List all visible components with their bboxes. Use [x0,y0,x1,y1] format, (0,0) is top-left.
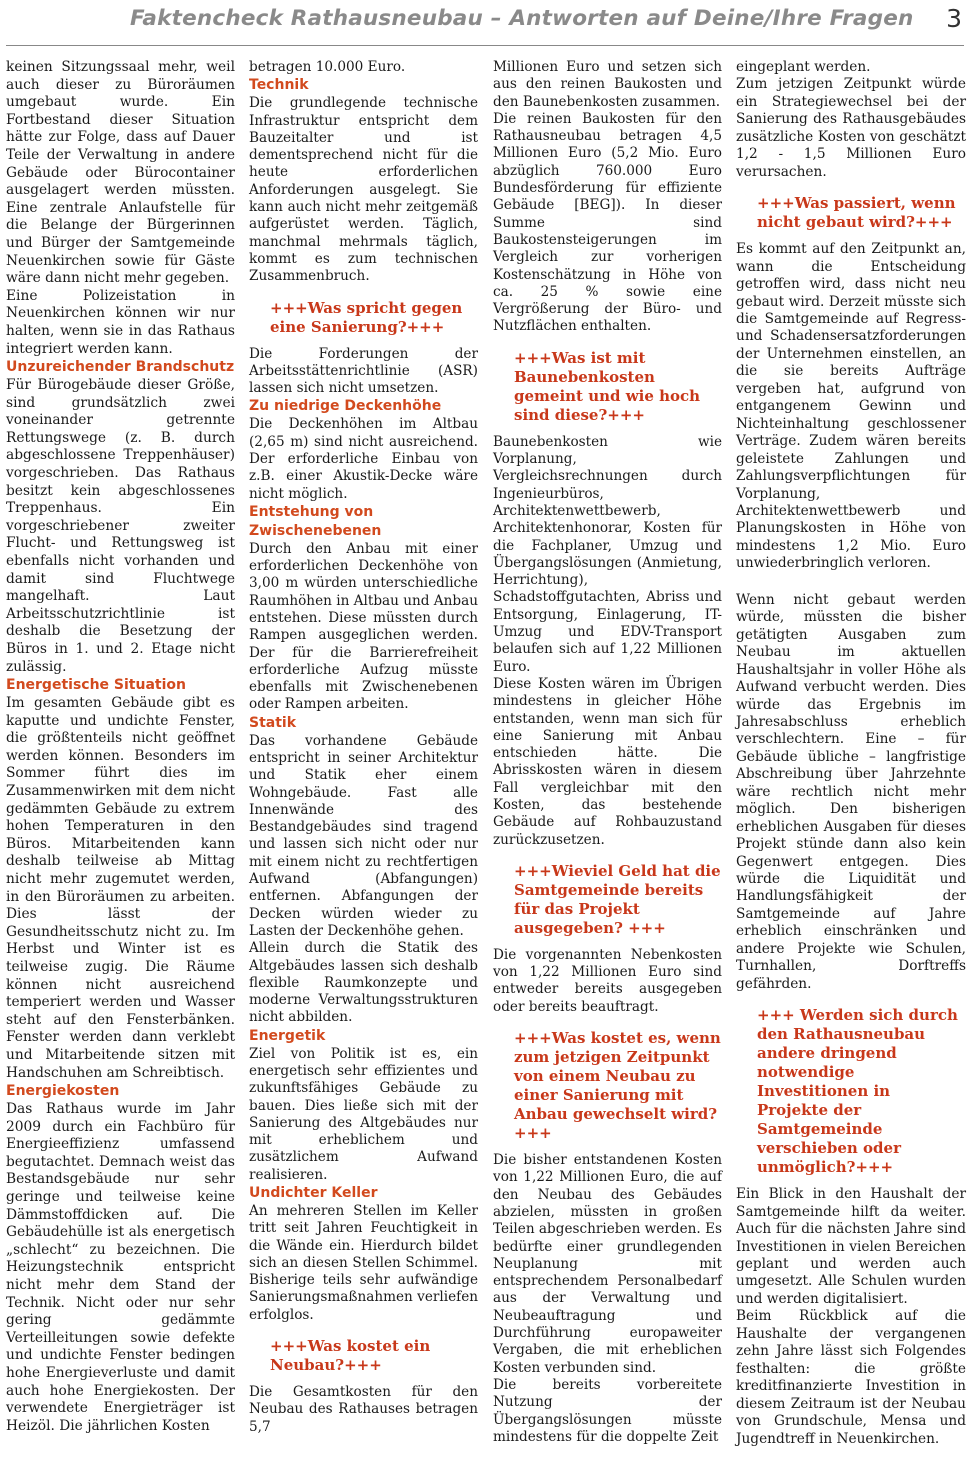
article-column-4 [736,59,966,1448]
paragraph: keinen Sitzungssaal mehr, weil auch dieser zu Büroräumen umgebaut wurde. Ein Fortbestand dieser Situation hätte zur Folge, dass auf Dauer Teile der Verwaltung in andere Gebäude oder Bürocontainer ausgelagert werden müssten. Eine zentrale Anlaufstelle für die Belange der Bürgerinnen und Bürger der Samtgemeinde Neuenkirchen sowie für Gäste wäre dann nicht mehr gegeben. [6,59,235,287]
section-heading: Technik [249,77,309,94]
section-heading: Unzureichender Brandschutz [6,359,235,376]
paragraph: Die Forderungen der Arbeitsstättenrichtlinie (ASR) lassen sich nicht umsetzen. [249,345,478,397]
question-heading: +++Wieviel Geld hat die Samtgemeinde bereits für das Projekt ausgegeben? +++ [514,861,721,937]
paragraph: Die Deckenhöhen im Altbau (2,65 m) sind nicht ausreichend. Der erforderliche Einbau von z.B. einer Akustik-Decke wäre nicht möglich. [249,416,478,502]
paragraph: An mehreren Stellen im Keller tritt seit Jahren Feuchtigkeit in die Wände ein. Hierdurch bildet sich an diesen Stellen Schimmel. Bisherige teils sehr aufwändige Sanierungsmaßnahmen verliefen erfolglos. [249,1203,479,1323]
paragraph: Das Rathaus wurde im Jahr 2009 durch ein Fachbüro für Energieeffizienz umfassend begutachtet. Demnach weist das Bestandsgebäude nur sehr geringe und teilweise keine Dämmstoffdicken auf. Die Gebäudehülle ist als energetisch „schlecht“ zu bezeichnen. Die Heizungstechnik entspricht nicht mehr dem Stand der Technik. Nicht oder nur sehr gering gedämmte Verteilleitungen sowie defekte und undichte Fenster bedingen hohe Energieverluste und damit auch hohe Energiekosten. Der verwendete Energieträger ist Heizöl. Die jährlichen Kosten [6,1101,235,1434]
paragraph: Allein durch die Statik des Altgebäudes lassen sich deshalb flexible Raumkonzepte und moderne Verwaltungsstrukturen nicht abbilden. [249,940,478,1026]
paragraph: Millionen Euro und setzen sich aus den reinen Baukosten und den Baunebenkosten zusammen. [493,59,722,110]
paragraph: Beim Rückblick auf die Haushalte der vergangenen zehn Jahre lässt sich Folgendes festhalten: die größte kreditfinanzierte Investition in diesem Zeitraum ist der Neubau von Grundschule, Mensa und Jugendtreff in Neuenkirchen. [736,1308,966,1447]
paragraph-gap [736,573,966,592]
paragraph: Es kommt auf den Zeitpunkt an, wann die Entscheidung getroffen wird, dass nicht neu gebaut wird. Derzeit müsste sich die Samtgemeinde auf Regress- und Schadensersatzforderungen der Unternehmen einstellen, an die sie bereits Aufträge vergeben hat, aufgrund von entgangenem Gewinn und Nichteinhaltung geschlossener Verträge. Zudem wären bereits geleistete Zahlungen und Zahlungsverpflichtungen für Vorplanung, Architektenwettbewerb und Planungskosten in Höhe von mindestens 1,2 Mio. Euro unwiederbringlich verloren. [736,241,966,572]
paragraph: Diese Kosten wären im Übrigen mindestens in gleicher Höhe entstanden, wenn man sich für eine Sanierung mit Anbau entschieden hätte. Die Abrisskosten wären in diesem Fall vergleichbar mit den Kosten, das bestehende Gebäude auf Rohbauzustand zurückzusetzen. [493,675,722,848]
paragraph: Zum jetzigen Zeitpunkt würde ein Strategiewechsel bei der Sanierung des Rathausgebäudes zusätzliche Kosten von geschätzt 1,2 - 1,5 Millionen Euro verursachen. [736,76,966,180]
paragraph: Für Bürogebäude dieser Größe, sind grundsätzlich zwei voneinander getrennte Rettungswege (z. B. durch abgeschlossene Treppenhäuser) vorgeschrieben. Das Rathaus besitzt kein abgeschlossenes Treppenhaus. Ein vorgeschriebener zweiter Flucht- und Rettungsweg ist ebenfalls nicht vorhanden und damit sind Fluchtwege mangelhaft. Laut Arbeitsschutzrichtlinie ist deshalb die Besetzung der Büros in 1. und 2. Etage nicht zulässig. [6,377,235,675]
paragraph: betragen 10.000 Euro. [249,59,406,75]
question-heading: +++Was ist mit Baunebenkosten gemeint und wie hoch sind diese?+++ [514,348,701,424]
paragraph: eingeplant werden. [736,59,871,75]
question-heading: +++Was spricht gegen eine Sanierung?+++ [270,298,463,336]
paragraph: Die reinen Baukosten für den Rathausneubau betragen 4,5 Millionen Euro (5,2 Mio. Euro abzüglich 760.000 Euro Bundesförderung für effiziente Gebäude [BEG]). In dieser Summe sind Baukostensteigerungen im Vergleich zur vorherigen Kostenschätzung in Höhe von ca. 25 % sowie eine Vergrößerung der Büro- und Nutzflächen enthalten. [493,110,722,335]
page-header [0,0,970,46]
paragraph: Die bereits vorbereitete Nutzung der Übergangslösungen müsste mindestens für die doppelte Zeit [493,1376,722,1445]
header-rule [6,45,964,46]
paragraph: Durch den Anbau mit einer erforderlichen Deckenhöhe von 3,00 m würden unterschiedliche Raumhöhen in Altbau und Anbau entstehen. Diese müssten durch Rampen ausgeglichen werden. Der für die Barrierefreiheit erforderliche Aufzug müsste ebenfalls mit Zwischenebenen oder Rampen arbeiten. [249,540,478,713]
section-heading: Zu niedrige Deckenhöhe [249,398,442,415]
section-heading: Statik [249,714,297,731]
paragraph: Ziel von Politik ist es, ein energetisch sehr effizientes und zukunftsfähiges Gebäude zu bauen. Dies ließe sich mit der Sanierung des Altgebäudes nur mit erheblichem und zusätzlichem Aufwand realisieren. [249,1045,478,1183]
question-heading: +++ Werden sich durch den Rathausneubau andere dringend notwendige Investitionen in Projekte der Samtgemeinde verschieben oder unmöglich?+++ [757,1006,958,1177]
article-column-3 [493,59,722,1446]
page-number: 3 [946,4,962,33]
paragraph: Die bisher entstandenen Kosten von 1,22 Millionen Euro, die auf den Neubau des Gebäudes abzielen, müssten in großen Teilen abgeschrieben werden. Es bedürfte einer grundlegenden Neuplanung mit entsprechendem Personalbedarf aus der Verwaltung und Neubeauftragung und Durchführung europaweiter Vergaben, die mit erheblichen Kosten verbunden sind. [493,1152,722,1376]
section-heading: Energetik [249,1027,326,1044]
paragraph: Im gesamten Gebäude gibt es kaputte und undichte Fenster, die größtenteils nicht geöffnet werden können. Besonders im Sommer führt dies im Zusammenwirken mit dem nicht gedämmten Gebäude zu extrem hohen Temperaturen in den Büros. Mitarbeitenden kann deshalb teilweise ab Mittag nicht mehr zugemutet werden, in den Büroräumen zu arbeiten. Dies lässt der Gesundheitsschutz nicht zu. Im Herbst und Winter ist es teilweise zugig. Die Räume können nicht ausreichend temperiert werden und Wasser steht auf den Fensterbänken. Fenster werden dann verklebt und Mitarbeitende sitzen mit Handschuhen am Schreibtisch. [6,695,235,1081]
article-column-2 [249,59,478,1436]
question-heading: +++Was kostet ein Neubau?+++ [270,1337,431,1375]
section-heading: Undichter Keller [249,1185,378,1202]
page-title: Faktencheck Rathausneubau – Antworten auf Deine/Ihre Fragen [130,6,914,31]
paragraph: Die grundlegende technische Infrastruktur entspricht dem Bauzeitalter und ist dementsprechend nicht für die heute erforderlichen Anforderungen ausgelegt. Sie kann auch nicht mehr zeitgemäß aufgerüstet werden. Täglich, manchmal mehrmals täglich, kommt es zum technischen Zusammenbruch. [249,95,478,285]
section-heading: Energiekosten [6,1083,120,1100]
section-heading: Energetische Situation [6,677,186,694]
paragraph: Wenn nicht gebaut werden würde, müssten die bisher getätigten Ausgaben zum Neubau im aktuellen Haushaltsjahr in voller Höhe als Aufwand verbucht werden. Dies würde das Ergebnis im Jahresabschluss erheblich verschlechtern. Eine – für Gebäude übliche – langfristige Abschreibung über Jahrzehnte wäre rechtlich nicht mehr möglich. Den bisherigen erheblichen Ausgaben für dieses Projekt stünde dann also kein Gegenwert entgegen. Dies würde die Liquidität und Handlungsfähigkeit der Samtgemeinde auf Jahre erheblich einschränken und andere Projekte wie Schulen, Turnhallen, Dorftreffs gefährden. [736,591,966,992]
paragraph: Die Gesamtkosten für den Neubau des Rathauses betragen 5,7 [249,1384,478,1435]
question-heading: +++Was kostet es, wenn zum jetzigen Zeitpunkt von einem Neubau zu einer Sanierung mit Anbau gewechselt wird?+++ [514,1029,721,1143]
question-heading: +++Was passiert, wenn nicht gebaut wird?+++ [757,194,956,232]
paragraph: Das vorhandene Gebäude entspricht in seiner Architektur und Statik eher einem Wohngebäude. Fast alle Innenwände des Bestandgebäudes sind tragend und lassen sich nicht oder nur mit einem nicht zu rechtfertigen Aufwand (Abfangungen) entfernen. Abfangungen der Decken würden wieder zu Lasten der Deckenhöhe gehen. [249,732,478,939]
article-column-1 [6,59,235,1435]
paragraph: Ein Blick in den Haushalt der Samtgemeinde hilft da weiter. Auch für die nächsten Jahre sind Investitionen in vielen Bereichen geplant und werden auch umgesetzt. Alle Schulen wurden und werden digitalisiert. [736,1186,966,1307]
paragraph: Baunebenkosten wie Vorplanung, Vergleichsrechnungen durch Ingenieurbüros, Architektenwettbewerb, Architektenhonorar, Kosten für die Fachplaner, Umzug und Übergangslösungen (Anmietung, Herrichtung), Schadstoffgutachten, Abriss und Entsorgung, Einlagerung, IT-Umzug und EDV-Transport belaufen sich auf 1,22 Millionen Euro. [493,433,722,675]
paragraph: Die vorgenannten Nebenkosten von 1,22 Millionen Euro sind entweder bereits ausgegeben oder bereits beauftragt. [493,946,722,1015]
section-heading: Entstehung von Zwischenebenen [249,503,382,539]
paragraph: Eine Polizeistation in Neuenkirchen können wir nur halten, wenn sie in das Rathaus integriert werden kann. [6,287,235,357]
